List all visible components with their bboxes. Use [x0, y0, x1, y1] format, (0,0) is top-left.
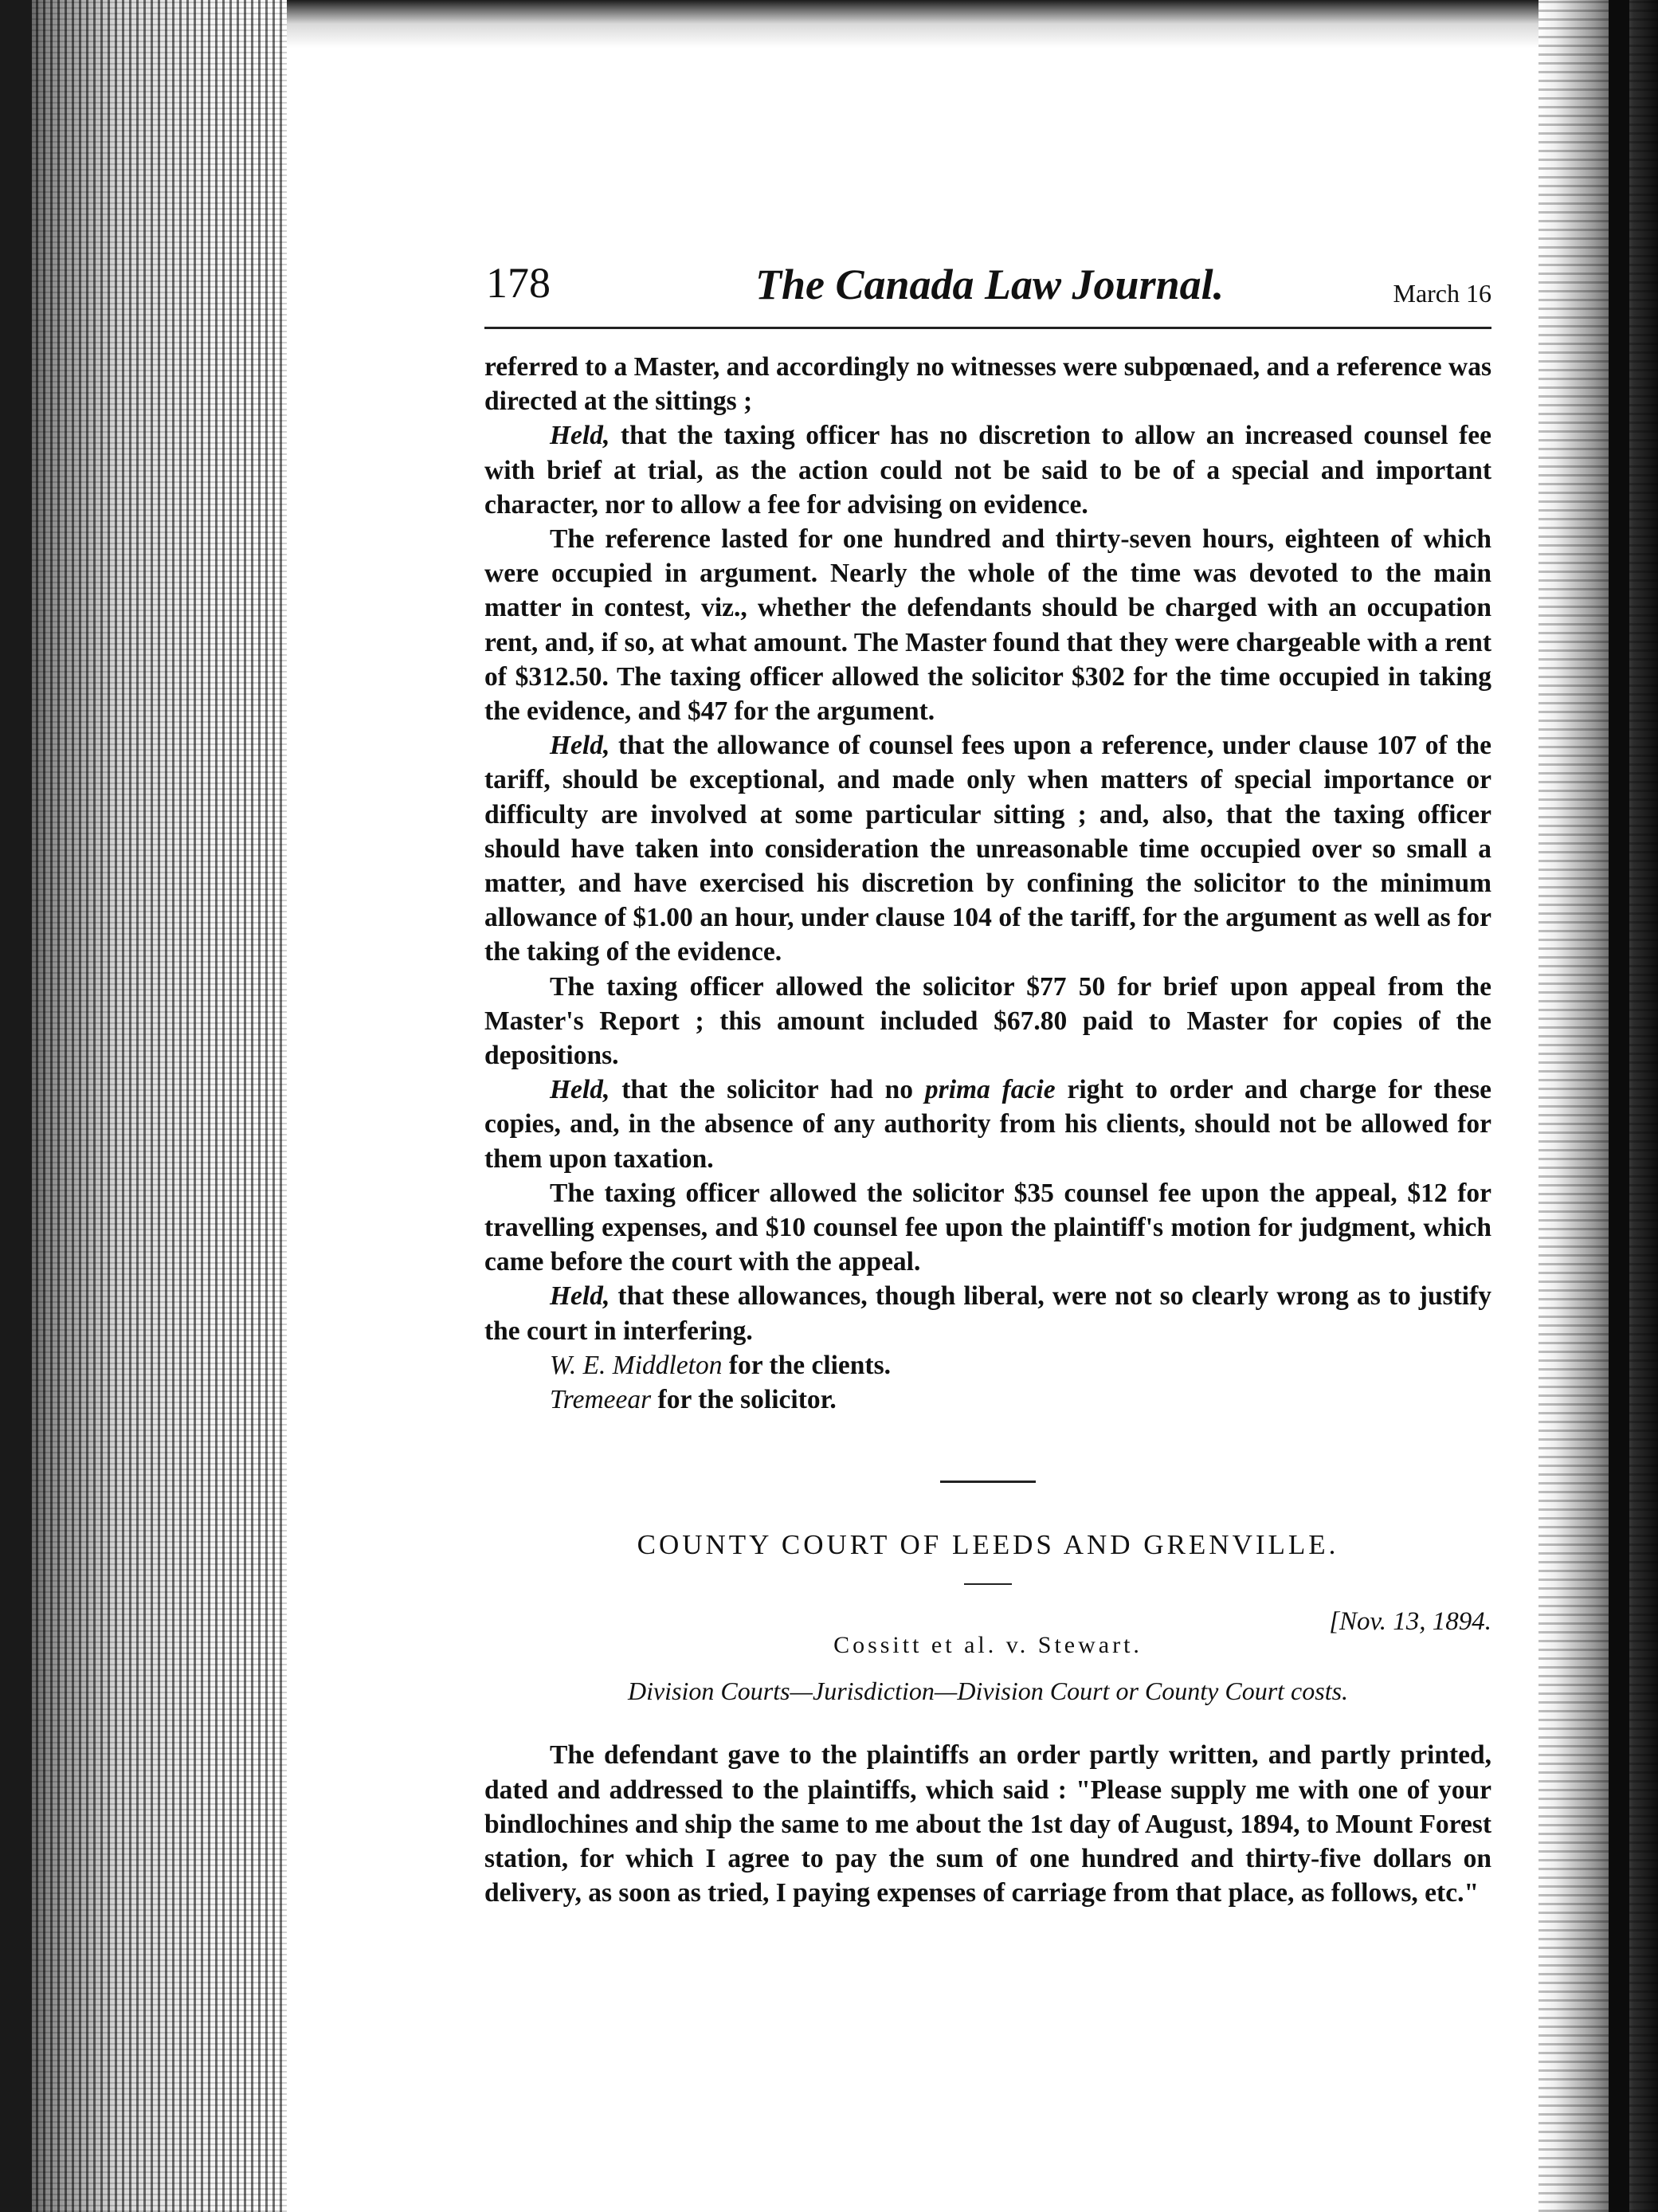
scan-left-edge [0, 0, 287, 2212]
held-label: Held, [550, 731, 610, 761]
paragraph-text: The reference lasted for one hundred and thirty-seven hours, eighteen of which were occupied in argument. Nearly the whole of the time was devoted to the main matter in contest, viz., whether the defendants should be charged with an occupation rent, and, if so, at what amount. The Master found that they were chargeable with a rent of $312.50. The taxing officer allowed the solicitor $302 for the time occupied in taking the evidence, and $47 for the argument. [484, 524, 1491, 727]
page-header [484, 255, 1491, 329]
case-text: The defendant gave to the plaintiffs an order partly written, and partly printed, dated and addressed to the plaintiffs, which said : "Please supply me with one of your bindlochines and ship the same to me about the 1st day of August, 1894, to Mount Forest station, for which I agree to pay the sum of one hundred and thirty-five dollars on delivery, as soon as tried, I paying expenses of carriage from that place, as follows, etc." [484, 1740, 1491, 1908]
scan-top-edge [287, 0, 1658, 48]
scan-right-edge [1538, 0, 1658, 2212]
case-date: [Nov. 13, 1894. [1329, 1607, 1491, 1637]
paragraph-text: that the allowance of counsel fees upon a reference, under clause 107 of the tariff, should be exceptional, and made only when matters of special importance or difficulty are involved at some particular sitting ; and, also, that the taxing officer should have taken into consideration the unreasonable time occupied over so small a matter, and have exercised his discretion by confining the solicitor to the minimum allowance of $1.00 an hour, under clause 104 of the tariff, for the argument as well as for the taking of the evidence. [484, 731, 1491, 967]
counsel-name: Tremeear [550, 1385, 652, 1415]
counsel-name: W. E. Middleton [550, 1350, 723, 1380]
paragraph-text: that the solicitor had no [610, 1075, 925, 1105]
scan-right-binding [1609, 0, 1629, 2212]
paragraph [484, 350, 1491, 418]
paragraph [484, 418, 1491, 522]
counsel-line [484, 1348, 1491, 1382]
held-label: Held, [550, 1281, 610, 1312]
paragraph-text: right to order and charge for these copies, and, in the absence of any authority from his clients, should not be allowed for them upon taxation. [484, 1075, 1491, 1174]
latin-phrase: prima facie [924, 1075, 1056, 1105]
article-body [484, 350, 1491, 1417]
paragraph-text: that the taxing officer has no discretion to allow an increased counsel fee with brief at trial, as the action could not be said to be of a special and important character, nor to allow a fee for advising on evidence. [484, 421, 1491, 520]
case-name: Cossitt et al. v. Stewart. [833, 1632, 1143, 1659]
page-number: 178 [486, 259, 551, 307]
paragraph [484, 522, 1491, 728]
paragraph-text: The taxing officer allowed the solicitor $77 50 for brief upon appeal from the Master's Report ; this amount included $67.80 paid to Master for copies of the depositions. [484, 971, 1491, 1071]
section-divider [940, 1481, 1036, 1483]
paragraph [484, 1176, 1491, 1280]
held-label: Held, [550, 1075, 610, 1105]
paragraph [484, 1073, 1491, 1176]
paragraph-text: for the clients. [722, 1350, 892, 1380]
court-heading: COUNTY COURT OF LEEDS AND GRENVILLE. [637, 1529, 1339, 1561]
paragraph-text: that these allowances, though liberal, were not so clearly wrong as to justify the court in interfering. [484, 1281, 1491, 1346]
paragraph [484, 1279, 1491, 1347]
scan-left-binding [0, 0, 32, 2212]
paragraph-text: for the solicitor. [651, 1385, 837, 1415]
heading-divider [964, 1583, 1012, 1585]
counsel-line [484, 1382, 1491, 1417]
paragraph [484, 728, 1491, 969]
paragraph-text: The taxing officer allowed the solicitor $35 counsel fee upon the appeal, $12 for travelling expenses, and $10 counsel fee upon the plaintiff's motion for judgment, which came before the court with the appeal. [484, 1178, 1491, 1277]
case-subject: Division Courts—Jurisdiction—Division Court or County Court costs. [627, 1677, 1349, 1706]
paragraph-text: referred to a Master, and accordingly no witnesses were subpœnaed, and a reference was directed at the sittings ; [484, 352, 1491, 417]
journal-title: The Canada Law Journal. [755, 261, 1225, 308]
header-date: March 16 [1393, 279, 1491, 308]
journal-page [484, 255, 1491, 1910]
held-label: Held, [550, 421, 610, 451]
paragraph [484, 970, 1491, 1073]
